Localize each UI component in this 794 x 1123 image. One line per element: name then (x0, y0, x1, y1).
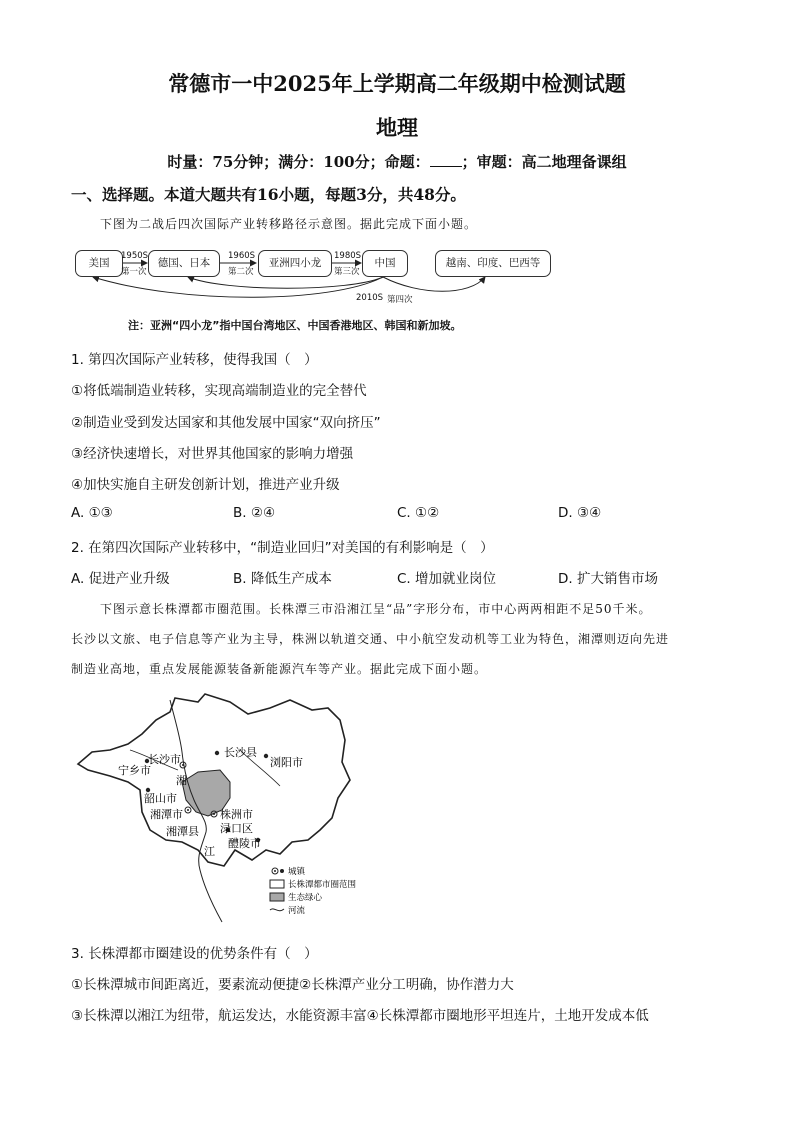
label-shaoshan: 韶山市 (144, 792, 177, 805)
year-label-4: 2010S (356, 293, 384, 303)
arrow-to-vietnam (383, 277, 485, 291)
author-blank (430, 154, 462, 167)
intro-paragraph-1: 下图为二战后四次国际产业转移路径示意图。据此完成下面小题。 (100, 217, 478, 231)
label-jiang: 江 (204, 845, 215, 858)
q1-option-b: B. ②④ (233, 505, 276, 521)
order-label-1: 第一次 (121, 267, 147, 277)
map-legend (270, 866, 356, 916)
label-liling: 醴陵市 (228, 837, 261, 850)
legend-river-symbol (270, 909, 284, 911)
label-xiang: 湘 (176, 774, 187, 787)
subject-title: 地理 (376, 115, 418, 140)
label-xiangtan-city: 湘潭市 (150, 808, 183, 821)
label-xiangtan-county: 湘潭县 (166, 825, 199, 838)
legend-boundary-symbol (270, 880, 284, 888)
label-lukou: 渌口区 (220, 822, 253, 835)
q2-option-c: C. 增加就业岗位 (397, 571, 497, 587)
liuyang-marker (264, 754, 268, 758)
q1-option-c: C. ①② (397, 505, 440, 521)
box-vietnam-india-brazil: 越南、印度、巴西等 (435, 250, 551, 277)
label-ningxiang: 宁乡市 (118, 764, 151, 777)
diagram-note: 注：亚洲“四小龙”指中国台湾地区、中国香港地区、韩国和新加坡。 (128, 319, 462, 332)
legend-green-heart-label: 生态绿心 (288, 893, 323, 903)
legend-river-label: 河流 (288, 906, 306, 916)
intro-paragraph-2-line-2: 长沙以文旅、电子信息等产业为主导，株洲以轨道交通、中小航空发动机等工业为特色，湘潭则迈向先进 (71, 632, 670, 646)
intro-paragraph-2-line-3: 制造业高地，重点发展能源装备新能源汽车等产业。据此完成下面小题。 (71, 662, 488, 676)
q1-item-2: ②制造业受到发达国家和其他发展中国家“双向挤压” (71, 415, 381, 431)
return-arrow-usa (93, 277, 383, 297)
legend-green-heart-symbol (270, 893, 284, 901)
exam-meta (0, 151, 794, 172)
q2-option-d: D. 扩大销售市场 (558, 571, 658, 587)
q2-option-b: B. 降低生产成本 (233, 571, 332, 587)
label-changsha-city: 长沙市 (148, 753, 181, 766)
intro-paragraph-2-line-1: 下图示意长株潭都市圈范围。长株潭三市沿湘江呈“品”字形分布，市中心两两相距不足50千米。 (100, 602, 652, 616)
meta-before: 时量：75分钟；满分：100分；命题： (167, 153, 430, 171)
meta-after: ；审题：高二地理备课组 (461, 153, 627, 171)
q1-item-4: ④加快实施自主研发创新计划，推进产业升级 (71, 477, 340, 493)
label-changsha-county: 长沙县 (224, 746, 257, 759)
label-liuyang: 浏阳市 (270, 756, 303, 769)
q3-item-line-2: ③长株潭以湘江为纽带，航运发达，水能资源丰富④长株潭都市圈地形平坦连片，土地开发成本低 (71, 1008, 649, 1024)
q1-item-1: ①将低端制造业转移，实现高端制造业的完全替代 (71, 383, 367, 399)
q3-stem: 3. 长株潭都市圈建设的优势条件有（ ） (71, 946, 318, 962)
q3-item-line-1: ①长株潭城市间距离近，要素流动便捷②长株潭产业分工明确，协作潜力大 (71, 977, 514, 993)
label-zhuzhou-city: 株洲市 (220, 808, 253, 821)
year-label-2: 1960S (228, 251, 256, 261)
order-label-4: 第四次 (387, 295, 413, 305)
q1-option-d: D. ③④ (558, 505, 602, 521)
box-germany-japan: 德国、日本 (148, 250, 220, 277)
box-usa: 美国 (75, 250, 123, 277)
q1-item-3: ③经济快速增长，对世界其他国家的影响力增强 (71, 446, 354, 462)
box-four-dragons: 亚洲四小龙 (258, 250, 332, 277)
year-label-1: 1950S (121, 251, 149, 261)
return-arrow-germany (188, 277, 383, 288)
legend-city-label: 城镇 (288, 867, 306, 877)
q1-option-a: A. ①③ (71, 505, 113, 521)
section-heading: 一、选择题。本道大题共有16小题，每题3分，共48分。 (71, 185, 466, 204)
changsha-county-marker (215, 751, 219, 755)
q2-stem: 2. 在第四次国际产业转移中，“制造业回归”对美国的有利影响是（ ） (71, 540, 494, 556)
changzhutan-map (70, 690, 400, 930)
box-china: 中国 (362, 250, 408, 277)
legend-boundary-label: 长株潭都市圈范围 (288, 880, 357, 890)
order-label-3: 第三次 (334, 267, 360, 277)
q2-option-a: A. 促进产业升级 (71, 571, 170, 587)
q1-stem: 1. 第四次国际产业转移，使得我国（ ） (71, 352, 318, 368)
year-label-3: 1980S (334, 251, 362, 261)
exam-title: 常德市一中2025年上学期高二年级期中检测试题 (168, 71, 626, 96)
order-label-2: 第二次 (228, 267, 254, 277)
